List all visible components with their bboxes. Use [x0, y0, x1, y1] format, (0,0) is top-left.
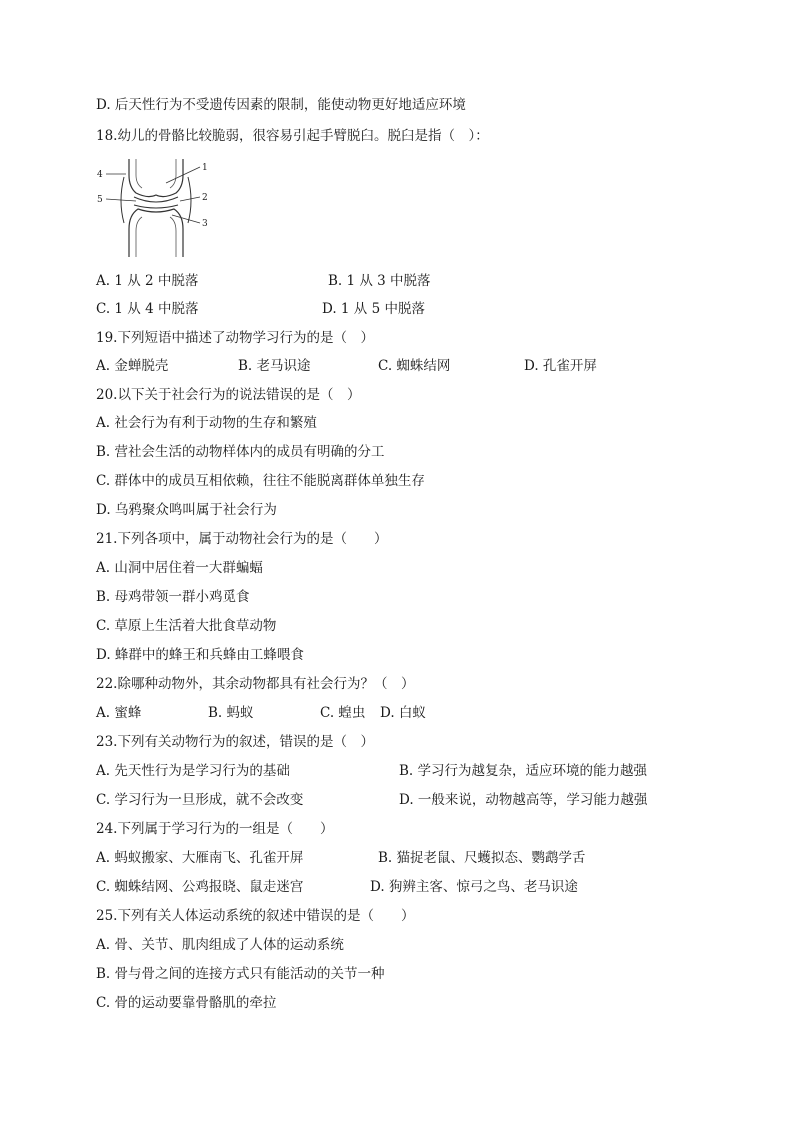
- question-19: 19.下列短语中描述了动物学习行为的是（ ）: [96, 330, 374, 346]
- option-d: D. 一般来说，动物越高等，学习能力越强: [399, 792, 648, 808]
- option-a: A. 蚂蚁搬家、大雁南飞、孔雀开屏: [96, 850, 304, 866]
- option-text: D. 后天性行为不受遗传因素的限制，能使动物更好地适应环境: [96, 97, 466, 113]
- option-d: D. 白蚁: [380, 705, 426, 721]
- option-c: C. 学习行为一旦形成，就不会改变: [96, 792, 304, 808]
- option-d: D. 1 从 5 中脱落: [322, 301, 425, 317]
- option-a: A. 先天性行为是学习行为的基础: [96, 763, 290, 779]
- option-c: C. 1 从 4 中脱落: [96, 301, 199, 317]
- figure-label-2: 2: [202, 193, 208, 203]
- figure-label-5: 5: [97, 195, 103, 205]
- option-d: D. 乌鸦聚众鸣叫属于社会行为: [96, 502, 277, 518]
- option-b: B. 老马识途: [238, 358, 311, 374]
- option-b: B. 母鸡带领一群小鸡觅食: [96, 589, 250, 605]
- joint-diagram: [96, 157, 216, 259]
- option-b: B. 猫捉老鼠、尺蠖拟态、鹦鹉学舌: [378, 850, 586, 866]
- option-c: C. 蜘蛛结网: [378, 358, 451, 374]
- option-c: C. 骨的运动要靠骨骼肌的牵拉: [96, 995, 277, 1011]
- option-b: B. 1 从 3 中脱落: [328, 273, 431, 289]
- option-b: B. 蚂蚁: [208, 705, 254, 721]
- question-23: 23.下列有关动物行为的叙述，错误的是（ ）: [96, 734, 374, 750]
- question-24: 24.下列属于学习行为的一组是（ ）: [96, 821, 334, 837]
- question-25: 25.下列有关人体运动系统的叙述中错误的是（ ）: [96, 908, 415, 924]
- option-a: A. 社会行为有利于动物的生存和繁殖: [96, 415, 317, 431]
- option-b: B. 营社会生活的动物样体内的成员有明确的分工: [96, 444, 385, 460]
- option-b: B. 学习行为越复杂，适应环境的能力越强: [399, 763, 648, 779]
- option-a: A. 骨、关节、肌肉组成了人体的运动系统: [96, 937, 344, 953]
- option-c: C. 群体中的成员互相依赖，往往不能脱离群体单独生存: [96, 473, 425, 489]
- question-18: 18.幼儿的骨骼比较脆弱，很容易引起手臂脱臼。脱臼是指（ ）：: [96, 128, 489, 144]
- figure-label-1: 1: [202, 163, 208, 173]
- option-d: D. 蜂群中的蜂王和兵蜂由工蜂喂食: [96, 647, 304, 663]
- option-b: B. 骨与骨之间的连接方式只有能活动的关节一种: [96, 966, 385, 982]
- question-21: 21.下列各项中，属于动物社会行为的是（ ）: [96, 531, 388, 547]
- option-d: D. 狗辨主客、惊弓之鸟、老马识途: [370, 879, 578, 895]
- option-a: A. 1 从 2 中脱落: [96, 273, 199, 289]
- figure-label-4: 4: [97, 170, 103, 180]
- option-c: C. 蝗虫: [320, 705, 366, 721]
- option-c: C. 草原上生活着大批食草动物: [96, 618, 277, 634]
- option-a: A. 山洞中居住着一大群蝙蝠: [96, 560, 263, 576]
- option-c: C. 蜘蛛结网、公鸡报晓、鼠走迷宫: [96, 879, 304, 895]
- option-a: A. 蜜蜂: [96, 705, 142, 721]
- option-d: D. 孔雀开屏: [524, 358, 597, 374]
- question-20: 20.以下关于社会行为的说法错误的是（ ）: [96, 387, 361, 403]
- option-a: A. 金蝉脱壳: [96, 358, 169, 374]
- figure-label-3: 3: [202, 219, 208, 229]
- question-22: 22.除哪种动物外，其余动物都具有社会行为？（ ）: [96, 676, 415, 692]
